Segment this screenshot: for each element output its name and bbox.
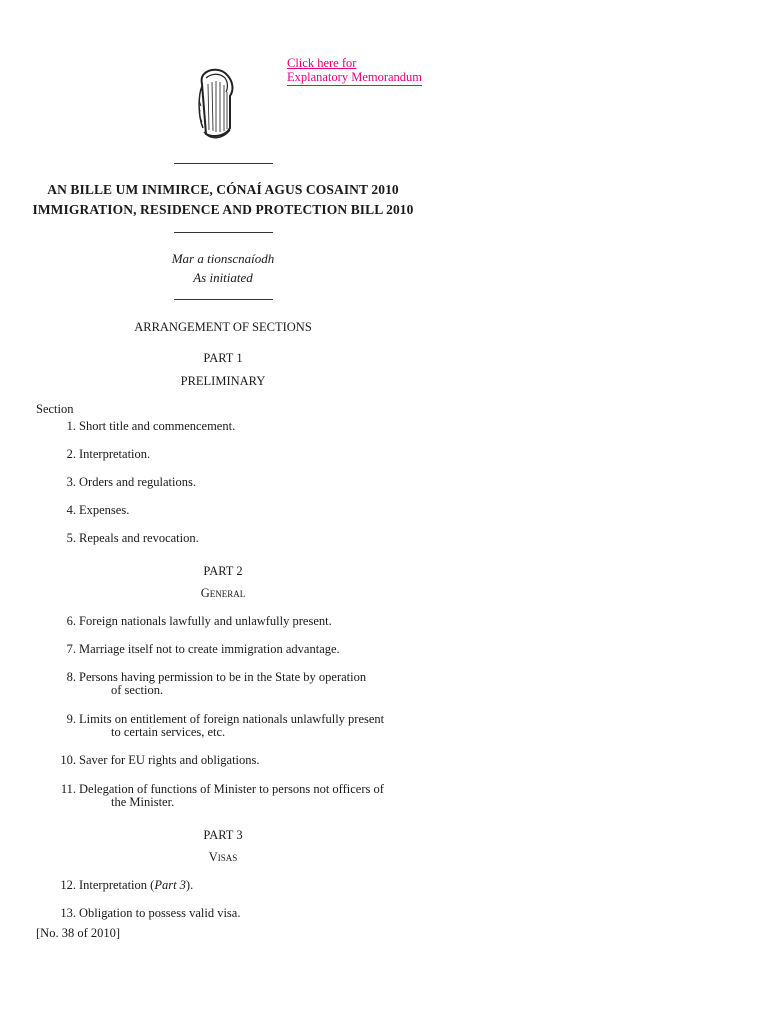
item-text-line: Limits on entitlement of foreign nationals unlawfully present [79,712,385,726]
list-item [36,615,416,628]
memo-link-line2[interactable]: Explanatory Memorandum [287,70,423,84]
item-text-after: ). [185,878,194,892]
item-number: 7. [66,642,76,656]
bill-number-reference: [No. 38 of 2010] [36,926,121,940]
item-text-continuation: the Minister. [111,795,175,809]
item-text: Expenses. [79,503,130,517]
list-item [36,712,416,739]
item-text: Obligation to possess valid visa. [79,906,241,920]
part-heading: Visas [208,850,238,864]
divider-rule [174,232,273,233]
part-heading: General [200,586,246,600]
item-text-continuation: to certain services, etc. [111,725,226,739]
harp-emblem-icon [196,66,238,142]
item-number: 11. [60,782,76,796]
item-text-continuation: of section. [111,683,164,697]
list-item [36,879,416,892]
item-text [79,671,411,697]
item-text: Interpretation. [79,447,151,461]
item-number: 6. [66,614,76,628]
part-label: PART 1 [203,351,243,365]
status-english: As initiated [193,270,253,285]
list-item [36,504,416,517]
item-number: 4. [66,503,76,517]
part-heading: PRELIMINARY [180,374,266,388]
item-number: 12. [60,878,76,892]
bill-title-english: IMMIGRATION, RESIDENCE AND PROTECTION BILL 2010 [32,202,414,217]
item-text-line: Persons having permission to be in the State by operation [79,670,367,684]
part-label: PART 2 [203,564,243,578]
part-reference: Part 3 [154,878,186,892]
divider-rule [174,299,273,300]
item-text-before: Interpretation ( [79,878,155,892]
item-text: Orders and regulations. [79,475,196,489]
part-label: PART 3 [203,828,243,842]
item-number: 10. [60,753,76,767]
list-item [36,476,416,489]
item-number: 3. [66,475,76,489]
item-number: 9. [66,712,76,726]
item-text: Marriage itself not to create immigration advantage. [79,642,340,656]
item-number: 2. [66,447,76,461]
item-text-line: Delegation of functions of Minister to persons not officers of [79,782,384,796]
item-text: Repeals and revocation. [79,531,199,545]
item-number: 1. [66,419,76,433]
arrangement-heading: ARRANGEMENT OF SECTIONS [134,320,312,334]
item-text [79,879,411,892]
section-column-label: Section [36,402,74,416]
item-text [79,783,411,809]
list-item [36,643,416,656]
item-text: Short title and commencement. [79,419,236,433]
bill-title-irish: AN BILLE UM INIMIRCE, CÓNAÍ AGUS COSAINT 2010 [47,182,399,197]
item-number: 13. [60,906,76,920]
memo-link-line1[interactable]: Click here for [287,56,357,70]
item-number: 5. [66,531,76,545]
list-item [36,907,416,920]
explanatory-memorandum-link[interactable] [287,56,422,86]
list-item [36,754,416,767]
item-text: Foreign nationals lawfully and unlawfully present. [79,614,332,628]
list-item [36,670,416,697]
list-item [36,420,416,433]
status-irish: Mar a tionscnaíodh [171,251,275,266]
divider-rule [174,163,273,164]
list-item [36,448,416,461]
list-item [36,782,416,809]
list-item [36,532,416,545]
item-text [79,713,411,739]
item-text: Saver for EU rights and obligations. [79,753,260,767]
item-number: 8. [66,670,76,684]
